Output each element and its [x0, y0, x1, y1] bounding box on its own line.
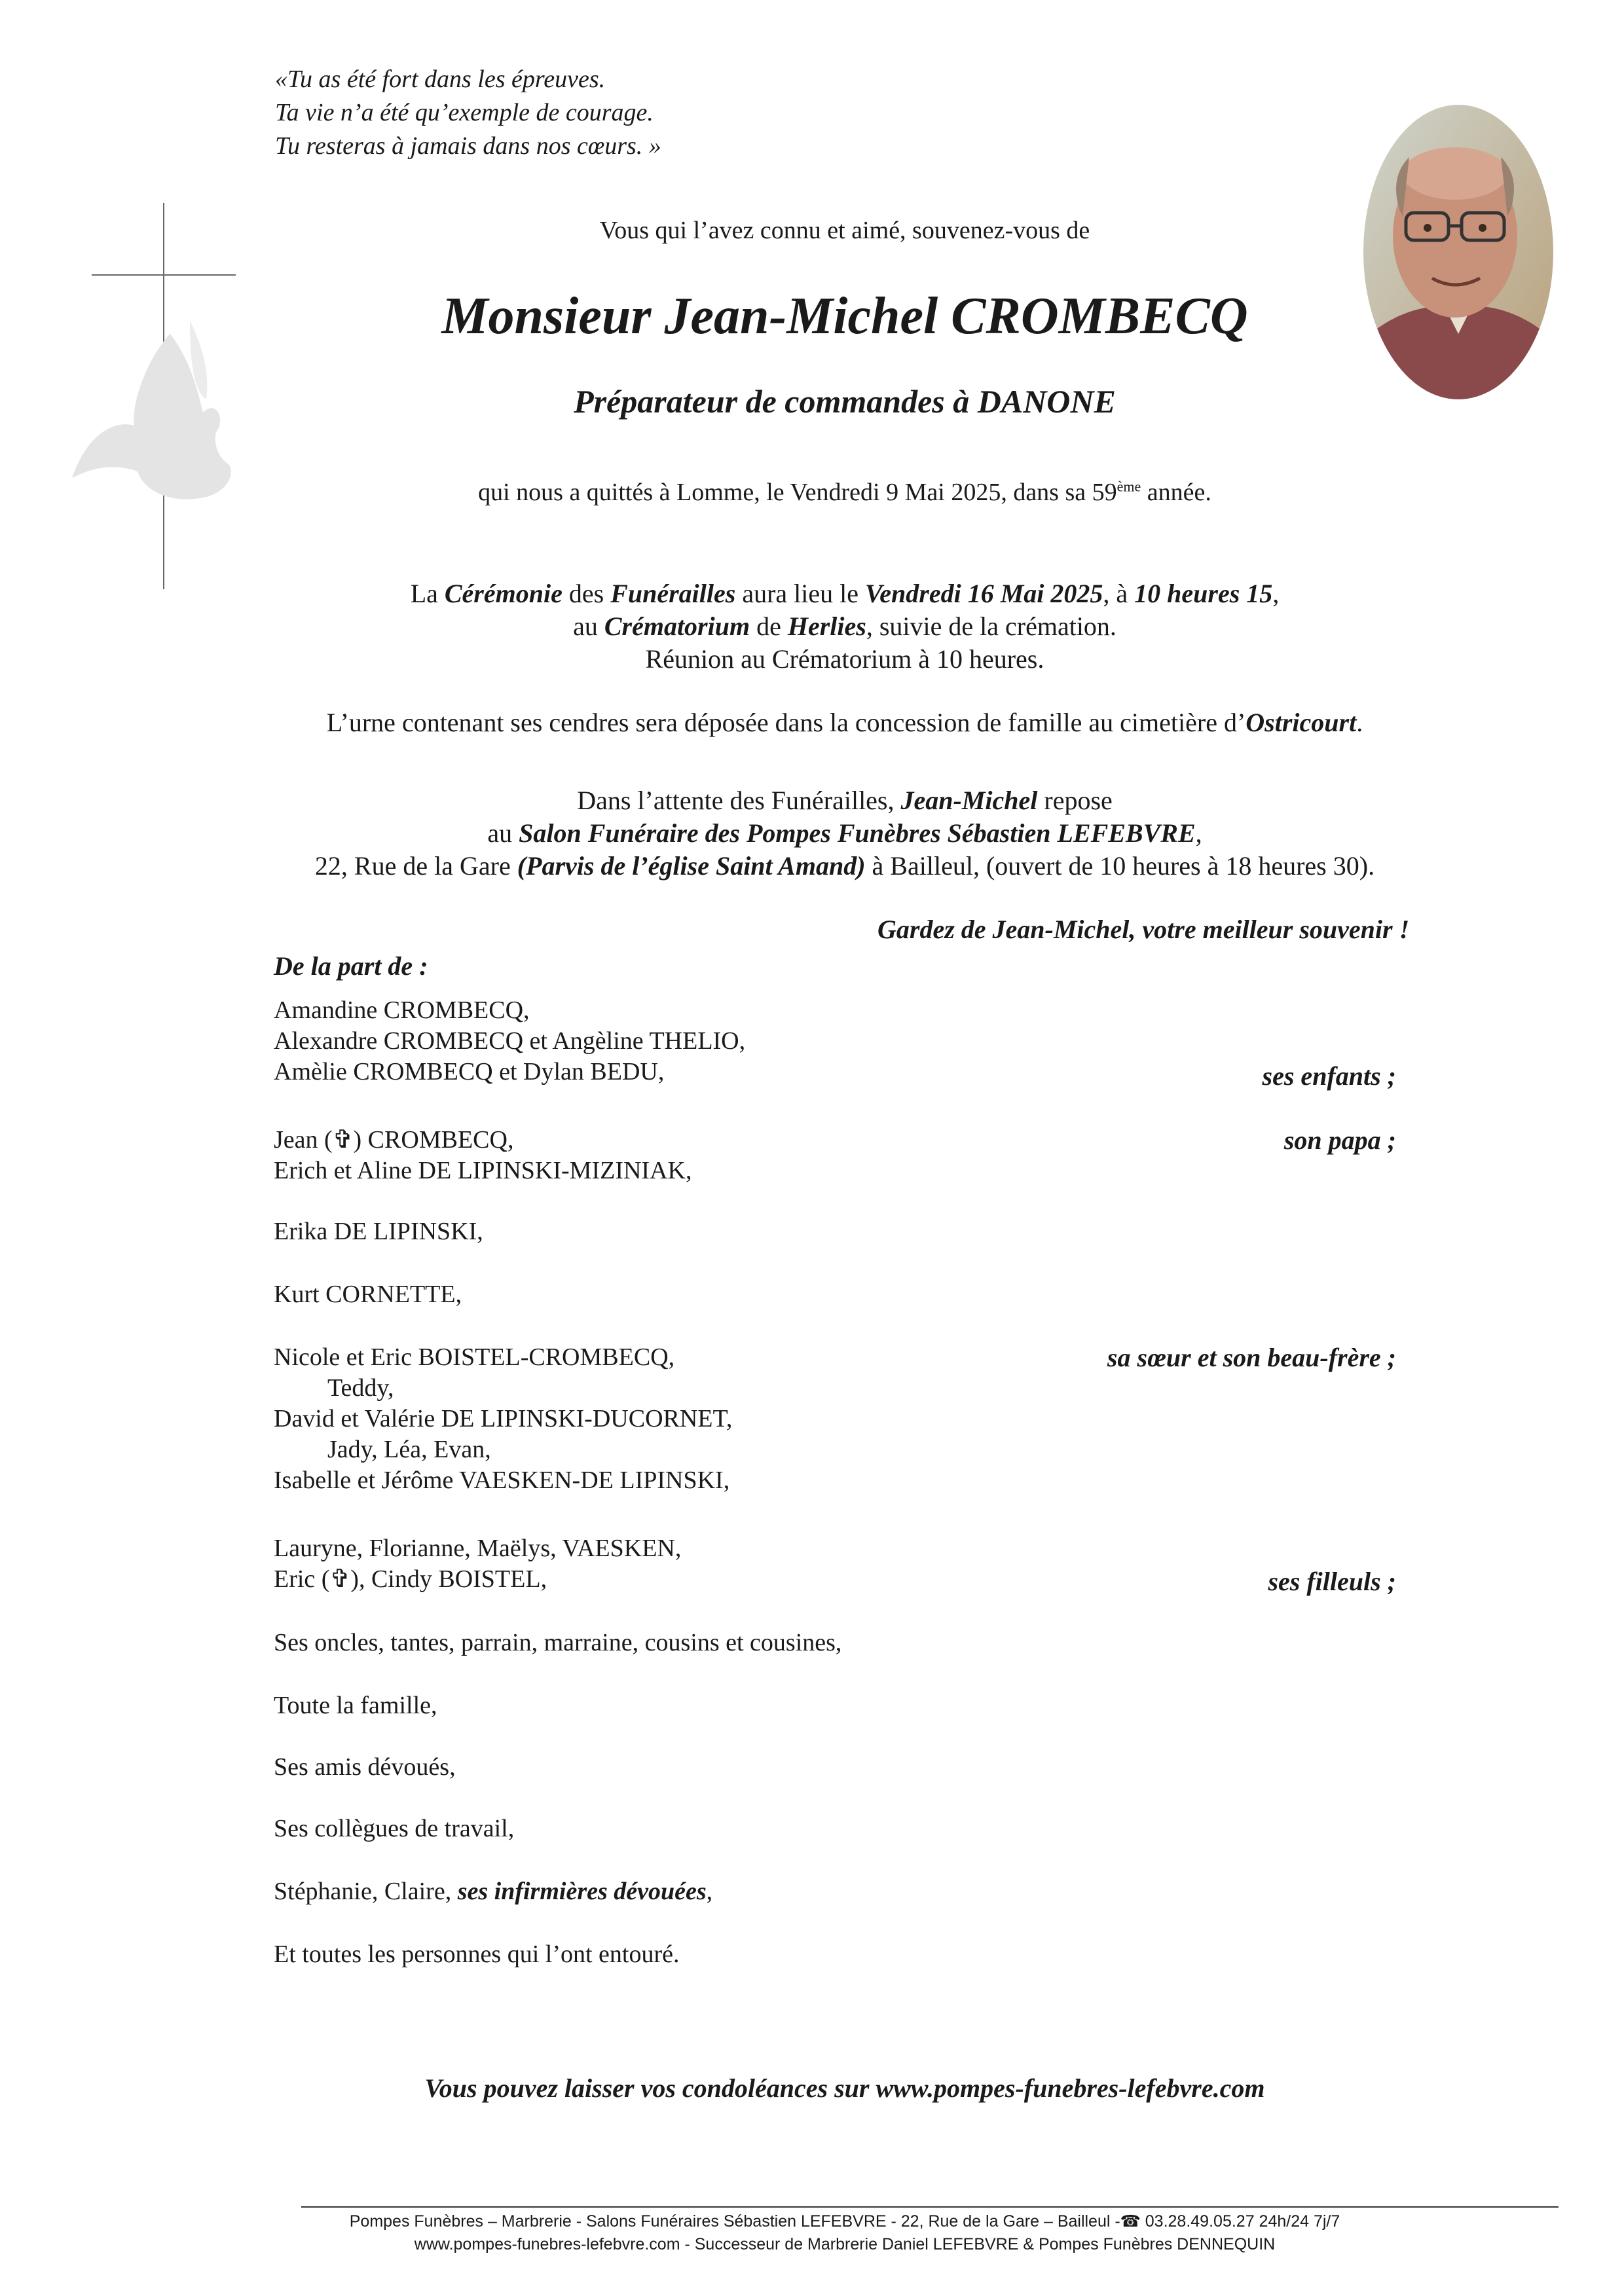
- family-member: [274, 1125, 692, 1156]
- quote-line: Ta vie n’a été qu’exemple de courage.: [275, 99, 654, 126]
- family-member: Lauryne, Florianne, Maëlys, VAESKEN,: [274, 1535, 682, 1562]
- text: Eric (: [274, 1565, 330, 1593]
- text: Jean-Michel: [900, 786, 1038, 815]
- family-member: Amèlie CROMBECQ et Dylan BEDU,: [274, 1058, 665, 1085]
- text: L’urne contenant ses cendres sera déposée dans la concession de famille au cimetière d’: [326, 708, 1246, 737]
- funeral-home-name: Salon Funéraire des Pompes Funèbres Sébastien LEFEBVRE: [519, 818, 1196, 848]
- deceased-name: Monsieur Jean-Michel CROMBECQ: [441, 287, 1248, 345]
- family-member: Amandine CROMBECQ,: [274, 996, 530, 1024]
- epitaph-quote: [275, 63, 661, 163]
- cross-icon: ✞: [332, 1126, 354, 1154]
- ceremony-line-1: [223, 577, 1467, 610]
- family-member: Ses amis dévoués,: [274, 1753, 456, 1781]
- quote-line: Tu resteras à jamais dans nos cœurs. »: [275, 132, 661, 160]
- death-end: année.: [1141, 479, 1211, 506]
- wake-line-3: [223, 850, 1467, 883]
- relation-label: ses filleuls ;: [1268, 1567, 1396, 1596]
- from-title: De la part de :: [274, 951, 428, 981]
- ceremony-time: 10 heures 15: [1134, 579, 1273, 608]
- wake-line-2: [223, 817, 1467, 850]
- text: des: [562, 579, 611, 608]
- family-member: Ses oncles, tantes, parrain, marraine, cousins et cousines,: [274, 1629, 842, 1656]
- quote-line: «Tu as été fort dans les épreuves.: [275, 65, 606, 93]
- family-father: [274, 1125, 692, 1186]
- family-member: [274, 1876, 712, 1907]
- text: ,: [1272, 579, 1280, 608]
- text: (Parvis de l’église Saint Amand): [517, 851, 866, 881]
- text: Dans l’attente des Funérailles,: [577, 786, 901, 815]
- footer-divider: [301, 2206, 1559, 2208]
- occupation: Préparateur de commandes à DANONE: [574, 383, 1116, 420]
- family-children: [274, 995, 745, 1087]
- text: , à: [1103, 579, 1135, 608]
- relation-label: ses enfants ;: [1262, 1061, 1396, 1091]
- text: La: [410, 579, 445, 608]
- text: .: [1356, 708, 1363, 737]
- family-member: Toute la famille,: [274, 1692, 437, 1719]
- death-sup: ème: [1116, 478, 1141, 495]
- text: Cérémonie: [444, 579, 563, 608]
- relation-label: sa sœur et son beau-frère ;: [1107, 1343, 1396, 1372]
- portrait-photo: [1363, 105, 1553, 399]
- family-member: Nicole et Eric BOISTEL-CROMBECQ,: [274, 1343, 675, 1371]
- family-godchildren: [274, 1533, 681, 1595]
- text: ,: [1195, 818, 1202, 848]
- text: Herlies: [787, 611, 866, 641]
- family-member: Kurt CORNETTE,: [274, 1281, 462, 1308]
- remember-text: Gardez de Jean-Michel, votre meilleur souvenir !: [877, 915, 1410, 944]
- text: Funérailles: [610, 579, 736, 608]
- ceremony-line-2: [223, 610, 1467, 643]
- family-member: Et toutes les personnes qui l’ont entouré.: [274, 1941, 680, 1968]
- text: 22, Rue de la Gare: [314, 851, 517, 881]
- cross-icon: ✞: [329, 1565, 351, 1593]
- family-member: Erich et Aline DE LIPINSKI-MIZINIAK,: [274, 1157, 692, 1184]
- family-member: [274, 1564, 681, 1595]
- text: ,: [706, 1878, 713, 1905]
- cemetery-name: Ostricourt: [1246, 708, 1357, 737]
- intro-text: Vous qui l’avez connu et aimé, souvenez-vous de: [599, 217, 1090, 244]
- family-member: David et Valérie DE LIPINSKI-DUCORNET,: [274, 1405, 733, 1432]
- relation-label: son papa ;: [1283, 1125, 1396, 1155]
- family-member: Isabelle et Jérôme VAESKEN-DE LIPINSKI,: [274, 1467, 730, 1494]
- family-siblings: [274, 1342, 732, 1496]
- family-member: Teddy,: [327, 1374, 394, 1402]
- family-member: Ses collègues de travail,: [274, 1815, 515, 1842]
- text: ) CROMBECQ,: [353, 1126, 514, 1154]
- text: à Bailleul, (ouvert de 10 heures à 18 heures 30).: [865, 851, 1375, 881]
- text: de: [750, 611, 788, 641]
- text: ses infirmières dévouées: [457, 1878, 707, 1905]
- urn-info: [223, 707, 1467, 738]
- text: , suivie de la crémation.: [866, 611, 1116, 641]
- family-member: Jady, Léa, Evan,: [327, 1436, 491, 1463]
- ceremony-info: [223, 577, 1467, 676]
- condolences-link[interactable]: Vous pouvez laisser vos condoléances sur www.pompes-funebres-lefebvre.com: [424, 2073, 1265, 2103]
- death-text: qui nous a quittés à Lomme, le Vendredi 9 Mai 2025, dans sa 59: [478, 479, 1117, 506]
- text: aura lieu le: [735, 579, 866, 608]
- death-notice: [223, 478, 1467, 507]
- text: Jean (: [274, 1126, 333, 1154]
- text: au: [487, 818, 519, 848]
- text: Crématorium: [604, 611, 750, 641]
- text: ), Cindy BOISTEL,: [350, 1565, 547, 1593]
- text: repose: [1037, 786, 1113, 815]
- wake-info: [223, 784, 1467, 883]
- footer-line-2: www.pompes-funebres-lefebvre.com - Successeur de Marbrerie Daniel LEFEBVRE & Pompes Funèbres DENNEQUIN: [414, 2235, 1276, 2253]
- family-member: Erika DE LIPINSKI,: [274, 1218, 483, 1245]
- text: Stéphanie, Claire,: [274, 1878, 458, 1905]
- family-member: Alexandre CROMBECQ et Angèline THELIO,: [274, 1027, 746, 1055]
- wake-line-1: [223, 784, 1467, 817]
- ceremony-line-3: Réunion au Crématorium à 10 heures.: [645, 644, 1044, 674]
- ceremony-date: Vendredi 16 Mai 2025: [865, 579, 1103, 608]
- text: au: [573, 611, 604, 641]
- footer-line-1: Pompes Funèbres – Marbrerie - Salons Funéraires Sébastien LEFEBVRE - 22, Rue de la Gare – Bailleul -☎ 03.28.49.05.27 24h/24 7j/7: [349, 2212, 1340, 2231]
